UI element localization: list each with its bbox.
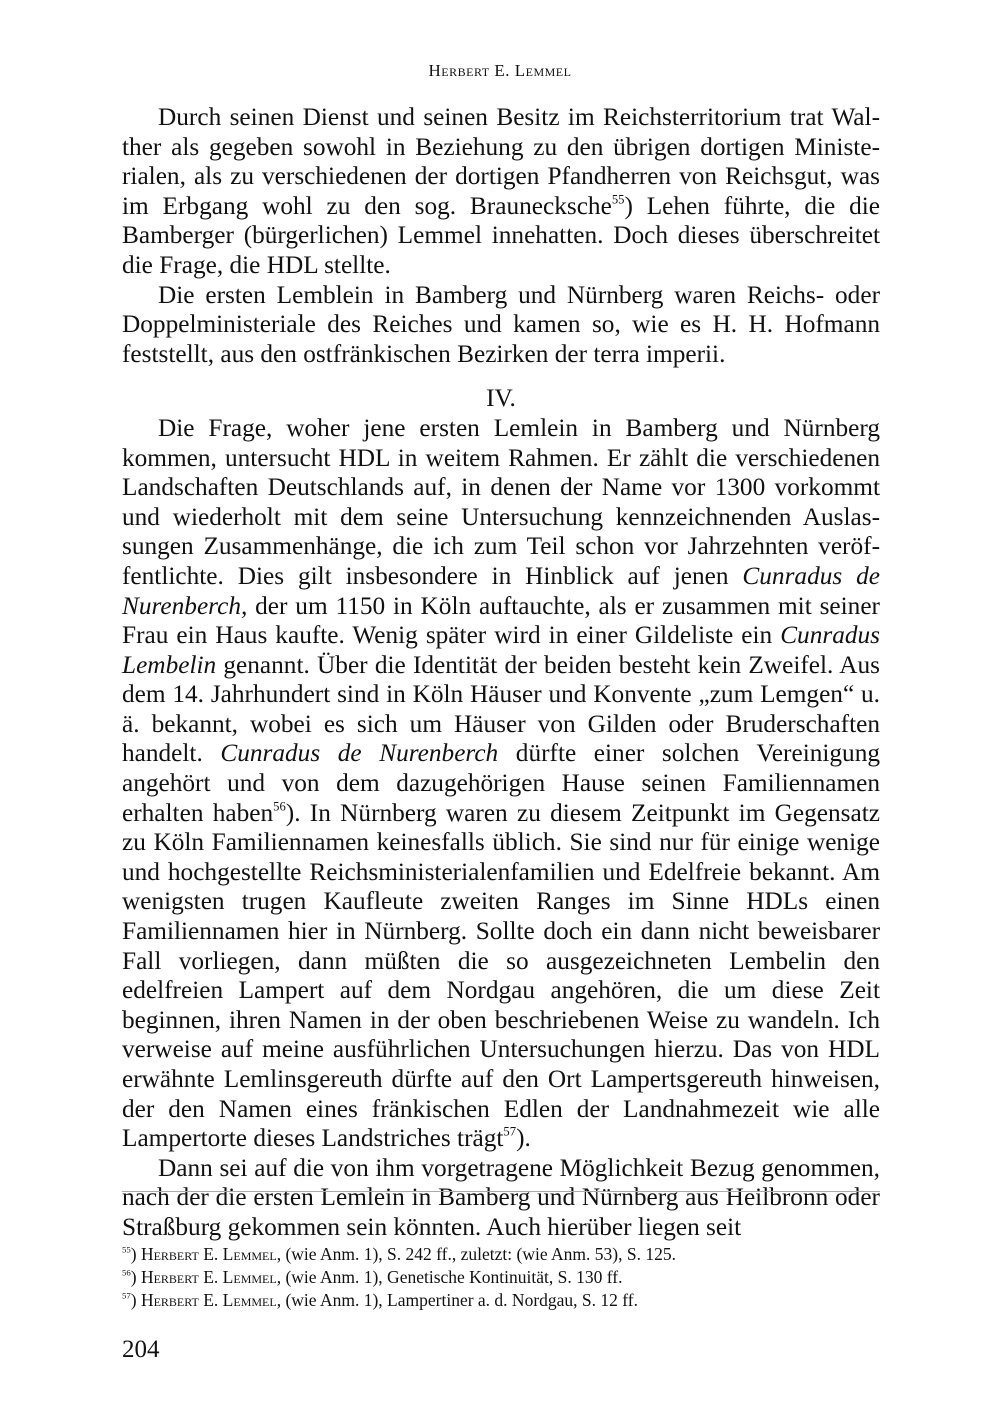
footnote-57: $^{57}$) Herbert E. Lemmel, (wie Anm. 1), Lampertiner a. d. Nordgau, S. 12 ff. xyxy=(122,1290,638,1310)
footnote-text: , (wie Anm. 1), Lampertiner a. d. Nordgau, S. 12 ff. xyxy=(276,1290,638,1310)
footnote-reference: 56 xyxy=(273,798,286,813)
footnote-mark: 57 xyxy=(122,1290,131,1301)
text-run: Dann sei auf die von ihm vorgetragene Möglichkeit Bezug genommen, nach der die ersten Lemlein in Bamberg und Nürnberg aus Heilbronn oder Straßburg gekommen sein könnten. Auch hierüber liegen seit xyxy=(122,1153,880,1241)
paragraph-4 xyxy=(122,1154,880,1243)
text-run: ) Lehen führte, die die Bamberger (bürgerlichen) Lemmel innehatten. Doch dieses überschreitet die Frage, die HDL stellte. xyxy=(122,191,880,279)
footnote-rule xyxy=(122,1191,880,1192)
footnote-author: Herbert E. Lemmel xyxy=(140,1267,277,1287)
footnote-reference: 57 xyxy=(503,1124,517,1139)
footnote-text: , (wie Anm. 1), Genetische Kontinuität, S. 130 ff. xyxy=(276,1267,623,1287)
italic-run: Cunradus de Nurenberch xyxy=(220,739,499,768)
footnote-56: $^{56}$) Herbert E. Lemmel, (wie Anm. 1), Genetische Kontinuität, S. 130 ff. xyxy=(122,1267,623,1287)
running-head: Herbert E. Lemmel xyxy=(428,61,572,80)
footnote-author: Herbert E. Lemmel xyxy=(140,1244,277,1264)
paragraph-1 xyxy=(122,103,880,281)
text-run: dürfte einer solchen Vereinigung angehört und von dem dazugehörigen Hause seinen Familiennamen erhalten haben xyxy=(122,739,880,827)
paragraph-2 xyxy=(122,281,880,370)
section-heading: IV. xyxy=(486,384,516,413)
footnote-mark: 56 xyxy=(122,1267,131,1278)
paragraph-3 xyxy=(122,414,880,1154)
text-run: Die ersten Lemblein in Bamberg und Nürnberg waren Reichs- oder Doppelministeriale des Reiches und kamen so, wie es H. H. Hofmann feststellt, aus den ostfränkischen Bezirken der terra imperii. xyxy=(122,280,880,368)
text-run: Durch seinen Dienst und seinen Besitz im Reichsterritorium trat Walther als gegeben sowohl in Beziehung zu den übrigen dortigen Ministerialen, als zu verschiedenen der dortigen Pfandherren von Reichsgut, was im Erbgang wohl zu den sog. Braunecksche xyxy=(122,103,880,220)
footnote-text: , (wie Anm. 1), S. 242 ff., zuletzt: (wie Anm. 53), S. 125. xyxy=(276,1244,676,1264)
italic-run: Cunradus de Nurenberch, xyxy=(122,561,880,620)
text-run: der um 1150 in Köln auftauchte, als er zusammen mit seiner Frau ein Haus kaufte. Wenig später wird in einer Gildeliste ein xyxy=(122,591,880,650)
page-number: 204 xyxy=(122,1336,160,1363)
italic-run: Cunradus Lembelin xyxy=(122,621,880,679)
footnote-reference: 55 xyxy=(611,192,625,207)
text-run: ). In Nürnberg waren zu diesem Zeitpunkt im Gegensatz zu Köln Familiennamen keinesfalls üblich. Sie sind nur für einige wenige und hochgestellte Reichsministerialenfamilien und Edelfreie bekannt. Am wenigsten trugen Kaufleute zweiten Ranges im Sinne HDLs einen Familiennamen hier in Nürnberg. Sollte doch ein dann nicht beweisbarer Fall vorliegen, dann müßten die so ausgezeichneten Lembelin den edelfreien Lampert auf dem Nordgau angehören, die um diese Zeit beginnen, ihren Namen in der oben beschriebenen Weise zu wandeln. Ich verweise auf meine ausführlichen Untersuchungen hierzu. Das von HDL erwähnte Lemlinsgereuth dürfte auf den Ort Lampertsgereuth hinweisen, der den Namen eines fränkischen Edlen der Landnahmezeit wie alle Lampertorte dieses Landstriches trägt xyxy=(122,798,881,1153)
footnote-mark: 55 xyxy=(122,1244,131,1255)
text-run: Die Frage, woher jene ersten Lemlein in Bamberg und Nürnberg kommen, untersucht HDL in weitem Rahmen. Er zählt die verschiedenen Landschaften Deutschlands auf, in denen der Name vor 1300 vorkommt und wiederholt mit dem seine Untersuchung kennzeichnenden Auslassungen Zusammenhänge, die ich zum Teil schon vor Jahrzehnten veröffentlichte. Dies gilt insbesondere in Hinblick auf jenen xyxy=(122,413,880,590)
text-run: ). xyxy=(516,1124,531,1153)
footnotes xyxy=(122,1243,880,1312)
main-text xyxy=(122,103,880,1243)
text-run: genannt. Über die Identität der beiden besteht kein Zweifel. Aus dem 14. Jahrhundert sind in Köln Häuser und Konvente „zum Lemgen“ u. ä. bekannt, wobei es sich um Häuser von Gilden oder Bruderschaften handelt. xyxy=(122,650,880,768)
footnote-55: $^{55}$) Herbert E. Lemmel, (wie Anm. 1), S. 242 ff., zuletzt: (wie Anm. 53), S. 125. xyxy=(122,1244,676,1264)
footnote-author: Herbert E. Lemmel xyxy=(140,1290,277,1310)
